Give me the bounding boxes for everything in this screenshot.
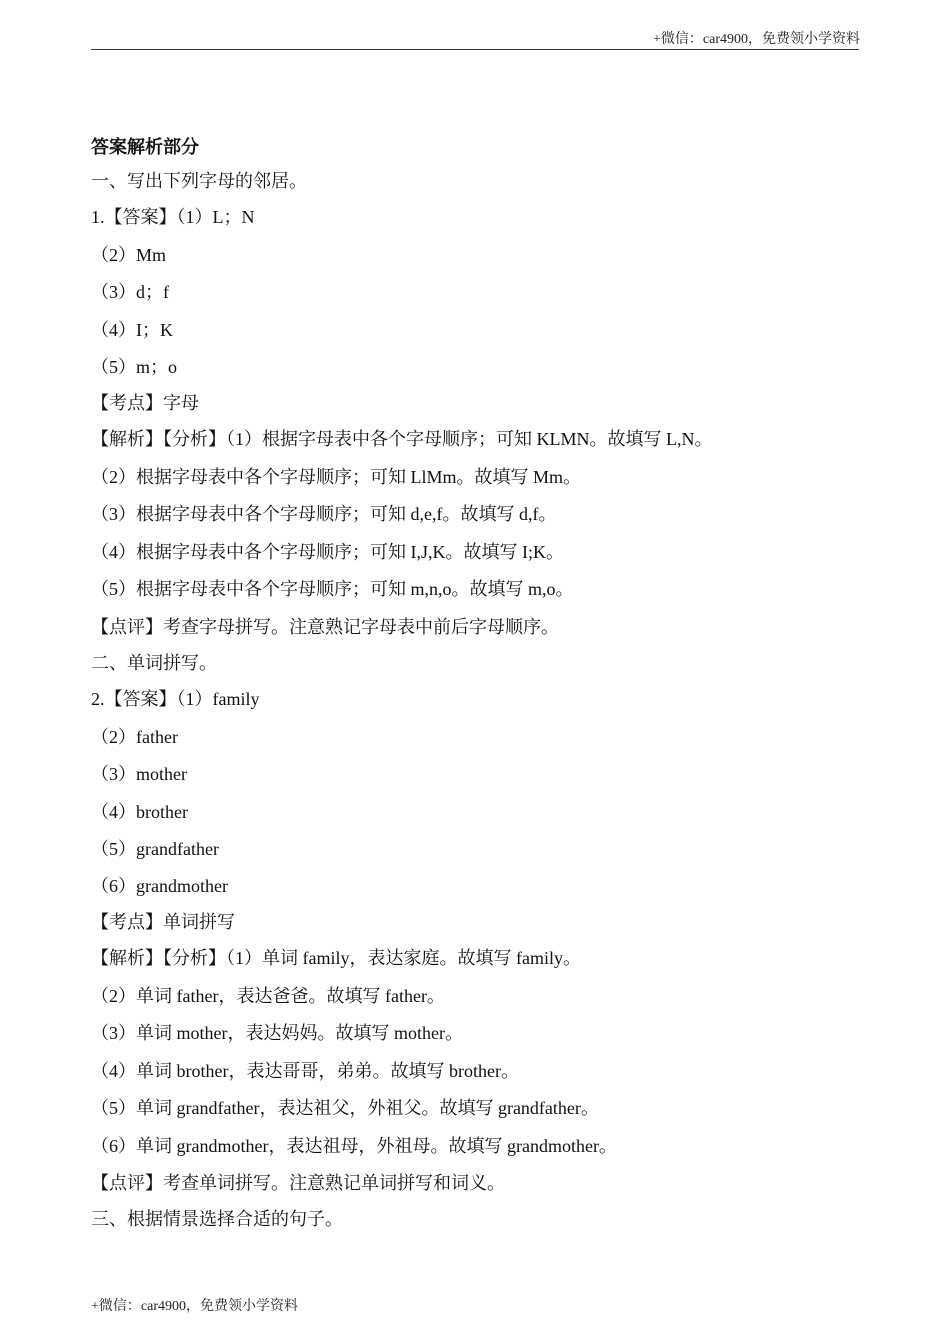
- analysis-line: （6）单词 grandmother，表达祖母，外祖母。故填写 grandmother。: [91, 1136, 617, 1156]
- footer-note: +微信：car4900，免费领小学资料: [91, 1299, 298, 1314]
- answer-line: （3）mother: [91, 764, 187, 784]
- analysis-line: 【解析】【分析】（1）根据字母表中各个字母顺序；可知 KLMN。故填写 L,N。: [91, 429, 713, 449]
- analysis-line: （4）单词 brother，表达哥哥，弟弟。故填写 brother。: [91, 1061, 519, 1081]
- answer-line: （5）m；o: [91, 357, 178, 377]
- analysis-line: （2）单词 father，表达爸爸。故填写 father。: [91, 986, 445, 1006]
- analysis-line: 【解析】【分析】（1）单词 family，表达家庭。故填写 family。: [91, 948, 581, 968]
- review-comment: 【点评】考查字母拼写。注意熟记字母表中前后字母顺序。: [91, 617, 559, 637]
- answer-line: （2）Mm: [91, 245, 167, 265]
- answer-line: 1.【答案】（1）L；N: [91, 207, 255, 227]
- analysis-line: （5）根据字母表中各个字母顺序；可知 m,n,o。故填写 m,o。: [91, 579, 574, 599]
- knowledge-point: 【考点】字母: [91, 393, 199, 413]
- answer-line: （6）grandmother: [91, 876, 228, 896]
- analysis-line: （3）根据字母表中各个字母顺序；可知 d,e,f。故填写 d,f。: [91, 504, 557, 524]
- analysis-line: （5）单词 grandfather，表达祖父，外祖父。故填写 grandfather。: [91, 1098, 599, 1118]
- header-note: +微信：car4900，免费领小学资料: [653, 32, 860, 47]
- part-heading: 二、单词拼写。: [91, 653, 217, 673]
- analysis-line: （2）根据字母表中各个字母顺序；可知 LlMm。故填写 Mm。: [91, 467, 582, 487]
- answer-section: [91, 132, 859, 1237]
- analysis-line: （3）单词 mother，表达妈妈。故填写 mother。: [91, 1023, 463, 1043]
- answer-line: （4）brother: [91, 802, 188, 822]
- knowledge-point: 【考点】单词拼写: [91, 912, 235, 932]
- header-divider: [91, 49, 859, 50]
- analysis-line: （4）根据字母表中各个字母顺序；可知 I,J,K。故填写 I;K。: [91, 542, 564, 562]
- part-heading: 一、写出下列字母的邻居。: [91, 171, 307, 191]
- answer-line: （4）I；K: [91, 320, 173, 340]
- answer-line: 2.【答案】（1）family: [91, 689, 260, 709]
- part-heading: 三、根据情景选择合适的句子。: [91, 1209, 343, 1229]
- review-comment: 【点评】考查单词拼写。注意熟记单词拼写和词义。: [91, 1173, 505, 1193]
- answer-line: （3）d；f: [91, 282, 169, 302]
- section-title: 答案解析部分: [91, 137, 199, 157]
- answer-line: （5）grandfather: [91, 839, 219, 859]
- answer-line: （2）father: [91, 727, 178, 747]
